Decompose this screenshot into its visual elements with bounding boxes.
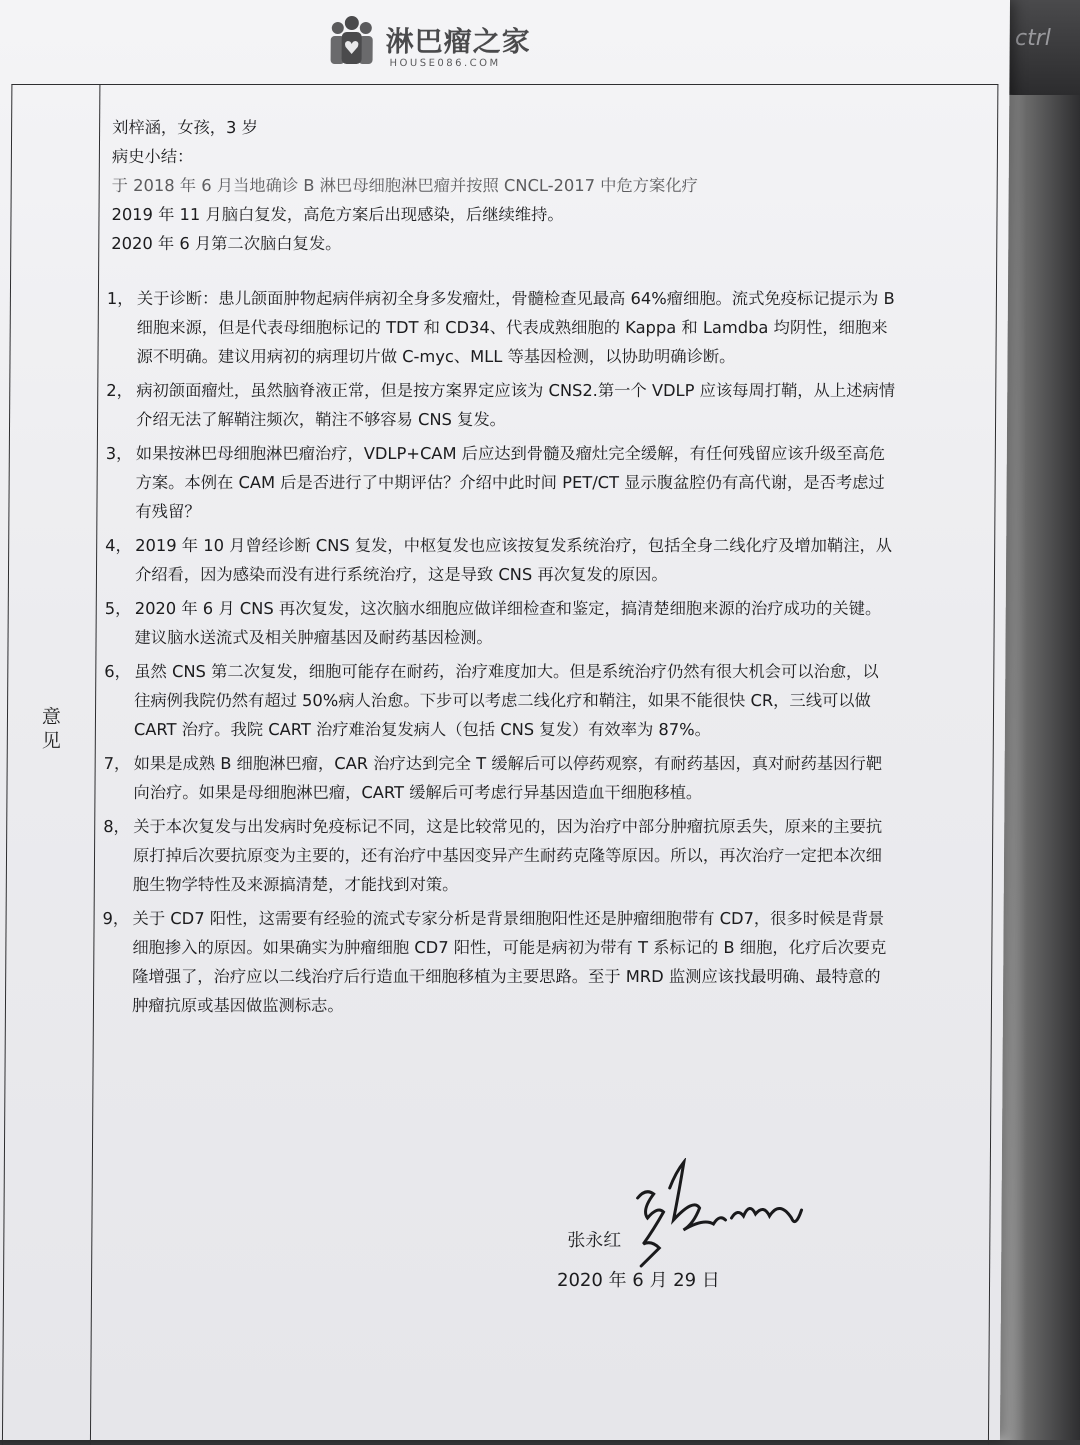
handwritten-signature-icon xyxy=(623,1158,804,1268)
item-number: 8， xyxy=(103,817,130,836)
item-number: 7， xyxy=(103,754,131,773)
opinion-item xyxy=(102,904,893,1020)
history-line: 2019 年 11 月脑白复发，高危方案后出现感染，后继续维持。 xyxy=(111,205,564,224)
item-number: 2， xyxy=(106,381,133,400)
keyboard-key xyxy=(1005,0,1080,95)
family-logo-icon xyxy=(328,14,376,66)
opinion-item xyxy=(105,439,896,526)
item-text: 病初颌面瘤灶，虽然脑脊液正常，但是按方案界定应该为 CNS2.第一个 VDLP 应该每周打鞘，从上述病情介绍无法了解鞘注频次，鞘注不够容易 CNS 复发。 xyxy=(136,381,896,429)
section-label-char: 意 xyxy=(41,706,62,728)
opinion-item xyxy=(105,531,895,589)
history-heading: 病史小结： xyxy=(111,147,194,166)
item-number: 6， xyxy=(104,662,132,681)
section-label-char: 见 xyxy=(41,730,61,752)
item-text: 虽然 CNS 第二次复发，细胞可能存在耐药，治疗难度加大。但是系统治疗仍然有很大机会可以治愈，以往病例我院仍然有超过 50%病人治愈。下步可以考虑二线化疗和鞘注，如果不能很快 CR，三线可以做 CART 治疗。我院 CART 治疗难治复发病人（包括 CNS 复发）有效率为 87%。 xyxy=(133,662,879,739)
signer-name: 张永红 xyxy=(567,1230,622,1251)
signature-date: 2020 年 6 月 29 日 xyxy=(556,1270,720,1291)
item-number: 1， xyxy=(106,289,134,308)
header-logo xyxy=(327,12,567,74)
keyboard-key-label: ctrl xyxy=(1015,26,1051,51)
opinion-item xyxy=(106,376,896,434)
opinion-item xyxy=(103,812,894,899)
logo-name: 淋巴瘤之家 xyxy=(385,25,531,58)
item-text: 2020 年 6 月 CNS 再次复发，这次脑水细胞应做详细检查和鉴定，搞清楚细胞来源的治疗成功的关键。建议脑水送流式及相关肿瘤基因及耐药基因检测。 xyxy=(134,599,882,647)
item-text: 如果按淋巴母细胞淋巴瘤治疗，VDLP+CAM 后应达到骨髓及瘤灶完全缓解，有任何残留应该升级至高危方案。本例在 CAM 后是否进行了中期评估？介绍中此时间 PET/CT 显示腹盆腔仍有高代谢，是否考虑过有残留？ xyxy=(135,444,886,521)
opinion-item xyxy=(104,594,894,652)
signature-block xyxy=(543,1158,824,1298)
opinion-item xyxy=(104,657,895,744)
history-line: 2020 年 6 月第二次脑白复发。 xyxy=(111,234,342,253)
opinion-item xyxy=(103,749,893,807)
item-text: 2019 年 10 月曾经诊断 CNS 复发，中枢复发也应该按复发系统治疗，包括全身二线化疗及增加鞘注，从介绍看，因为感染而没有进行系统治疗，这是导致 CNS 再次复发的原因。 xyxy=(134,536,893,584)
spacer xyxy=(107,258,897,284)
item-text: 如果是成熟 B 细胞淋巴瘤，CAR 治疗达到完全 T 缓解后可以停药观察，有耐药基因，真对耐药基因行靶向治疗。如果是母细胞淋巴瘤，CART 缓解后可考虑行异基因造血干细胞移植。 xyxy=(133,754,883,802)
opinion-item xyxy=(106,284,897,371)
item-text: 关于诊断：患儿颌面肿物起病伴病初全身多发瘤灶，骨髓检查见最高 64%瘤细胞。流式免疫标记提示为 B 细胞来源，但是代表母细胞标记的 TDT 和 CD34、代表成熟细胞的 Kappa 和 Lamdba 均阴性，细胞来源不明确。建议用病初的病理切片做 C-myc、MLL 等基因检测，以协助明确诊断。 xyxy=(136,289,895,366)
item-text: 关于本次复发与出发病时免疫标记不同，这是比较常见的，因为治疗中部分肿瘤抗原丢失，原来的主要抗原打掉后次要抗原变为主要的，还有治疗中基因变异产生耐药克隆等原因。所以，再次治疗一定把本次细胞生物学特性及来源搞清楚，才能找到对策。 xyxy=(132,817,883,894)
item-number: 5， xyxy=(104,599,132,618)
logo-url: HOUSE086.COM xyxy=(389,58,501,69)
opinion-content xyxy=(102,113,898,1025)
item-text: 关于 CD7 阳性，这需要有经验的流式专家分析是背景细胞阳性还是肿瘤细胞带有 CD7，很多时候是背景细胞掺入的原因。如果确实为肿瘤细胞 CD7 阳性，可能是病初为带有 T 系标记的 B 细胞，化疗后次要克隆增强了，治疗应以二线治疗后行造血干细胞移植为主要思路。至于 MRD 监测应该找最明确、最特意的肿瘤抗原或基因做监测标志。 xyxy=(131,909,887,1015)
item-number: 3， xyxy=(105,444,133,463)
item-number: 4， xyxy=(105,536,132,555)
column-divider xyxy=(90,85,100,1445)
patient-info: 刘梓涵，女孩，3 岁 xyxy=(112,118,258,137)
section-label xyxy=(8,705,95,753)
history-line: 于 2018 年 6 月当地确诊 B 淋巴母细胞淋巴瘤并按照 CNCL-2017 中危方案化疗 xyxy=(111,176,698,195)
item-number: 9， xyxy=(102,909,130,928)
form-table xyxy=(2,84,999,1445)
